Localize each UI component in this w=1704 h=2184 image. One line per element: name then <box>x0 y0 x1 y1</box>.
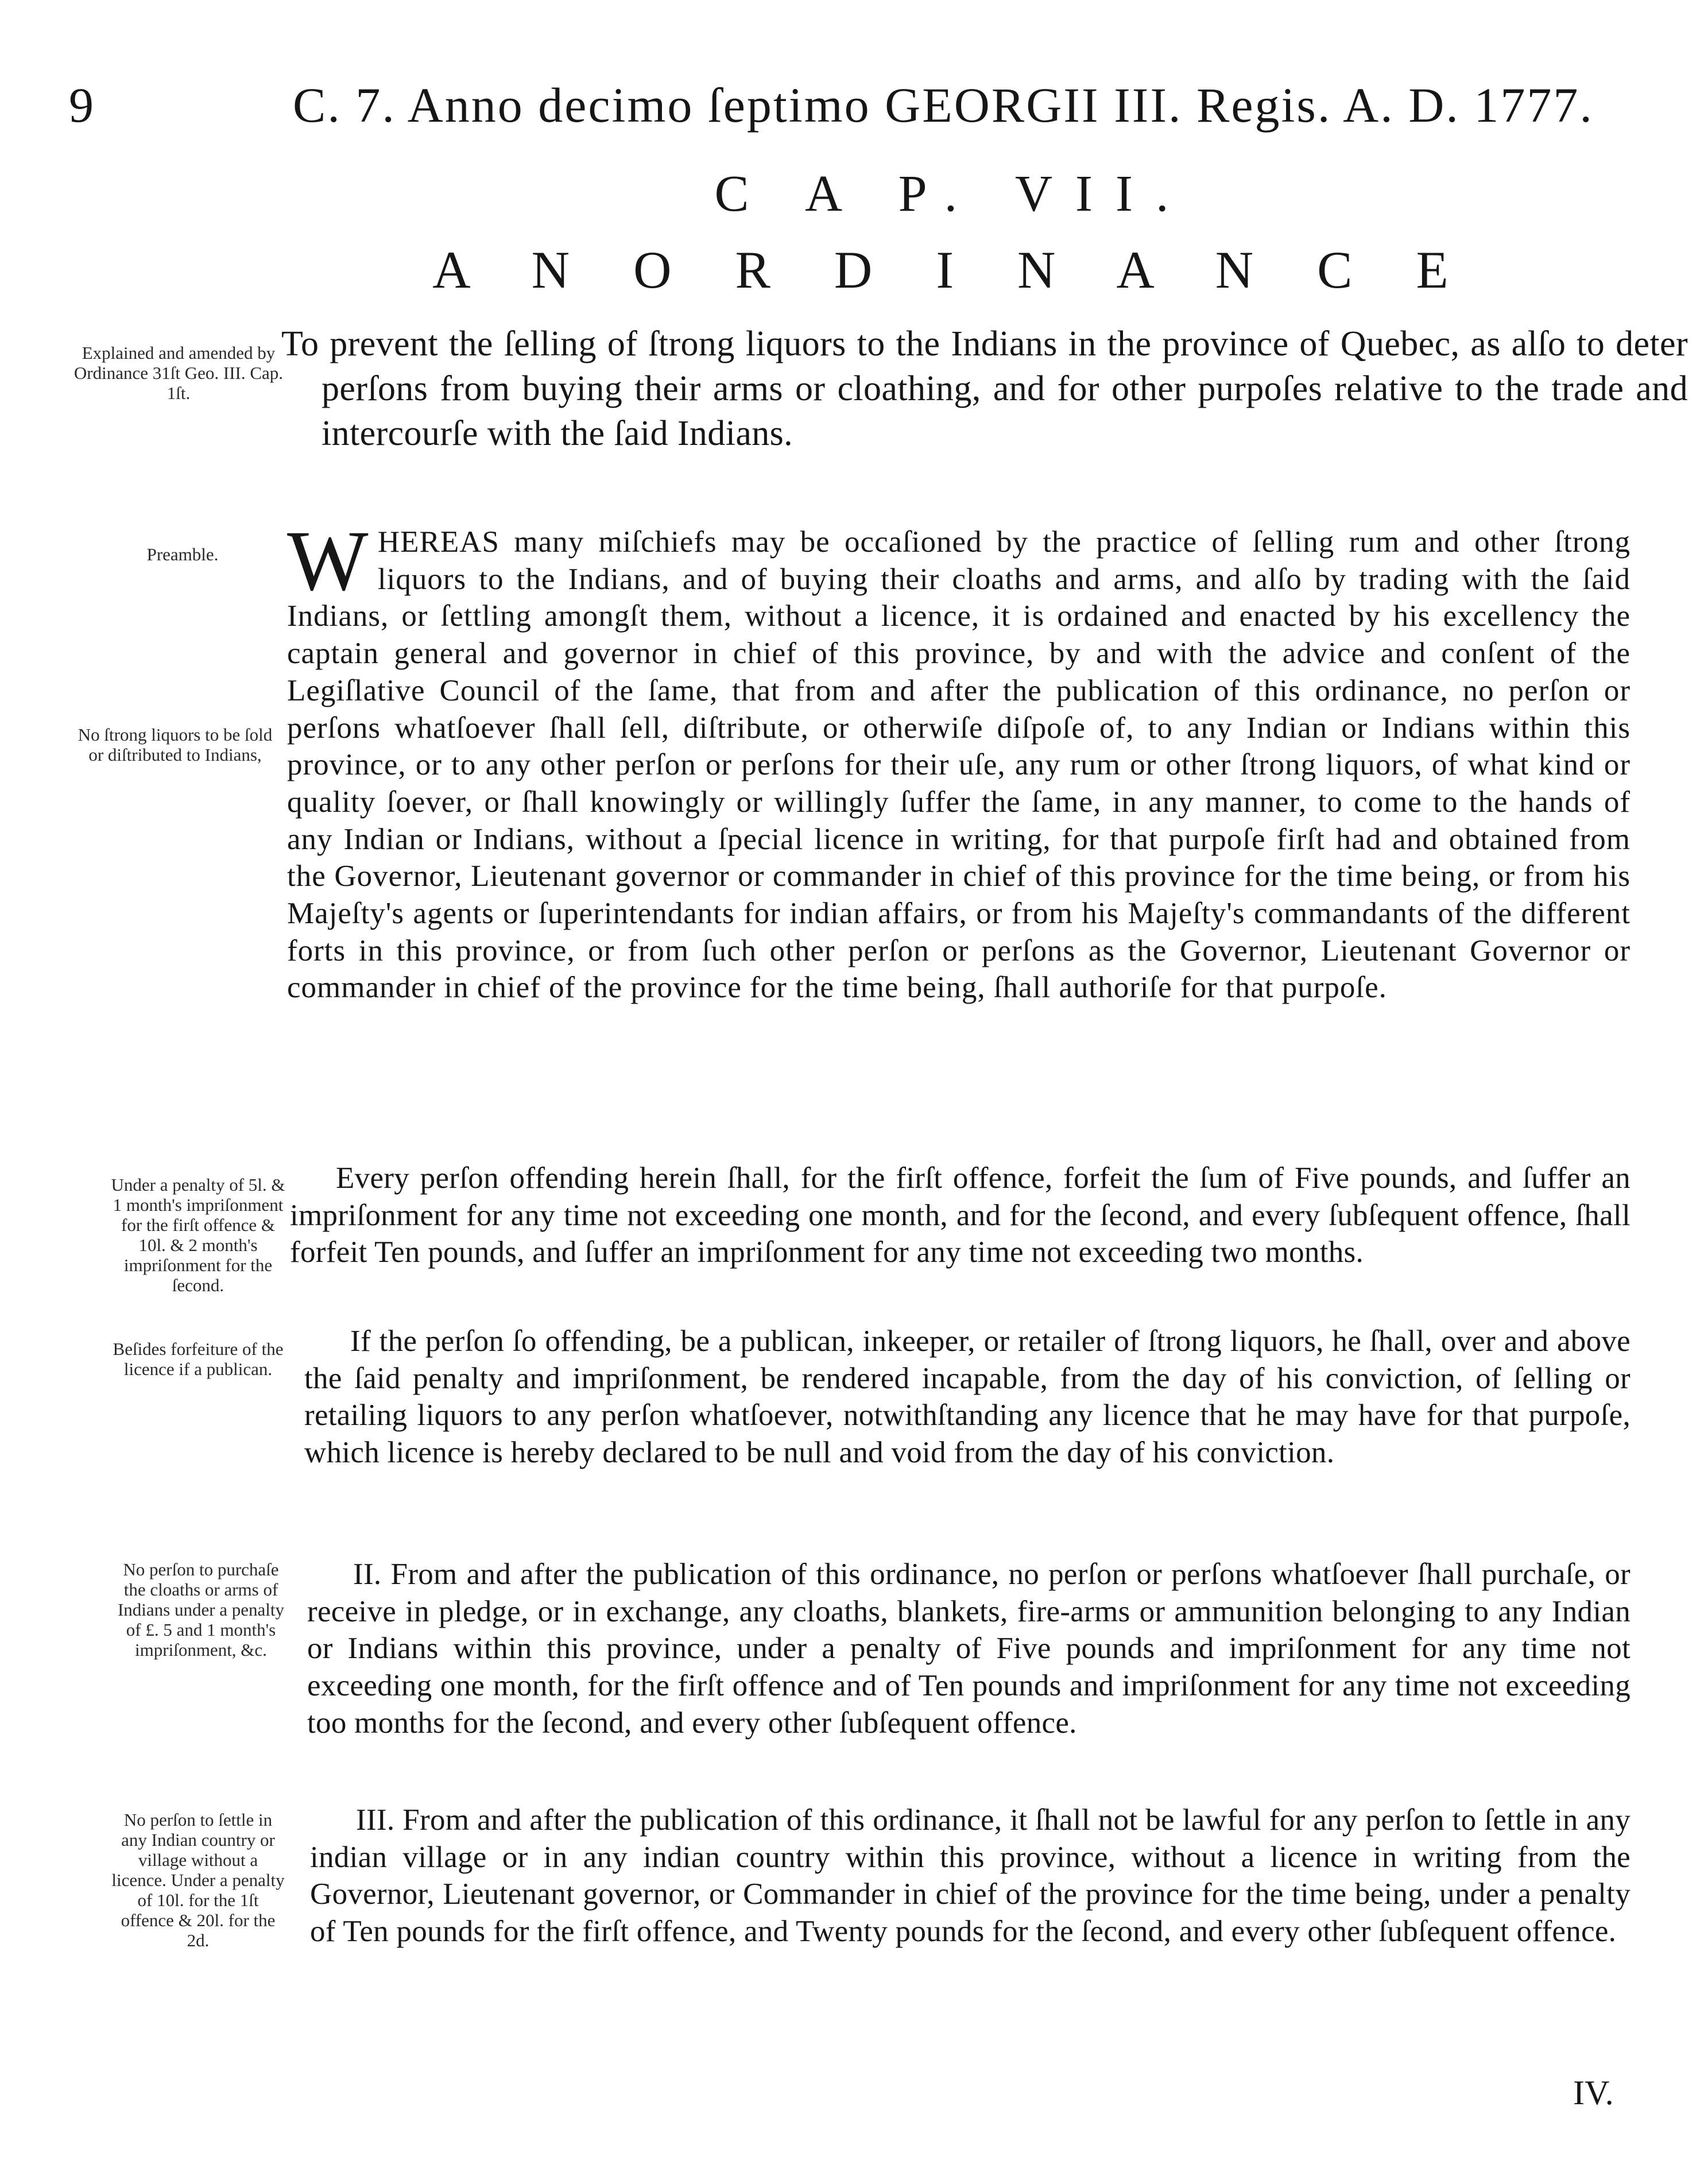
page-number: 9 <box>69 78 94 133</box>
marginal-note-publican: Beſides forfeiture of the licence if a publican. <box>113 1339 284 1379</box>
ordinance-title: To prevent the ſelling of ſtrong liquors to the Indians in the province of Quebec, as alſo to deter perſons from buying their arms or cloathing, and for other purpoſes relative to the trade and intercourſe with the ſaid Indians. <box>281 324 1688 453</box>
marginal-note-penalty: Under a penalty of 5l. & 1 month's impriſonment for the firſt offence & 10l. & 2 month's impriſonment for the ſecond. <box>111 1175 285 1295</box>
preamble-paragraph <box>287 513 1631 1006</box>
drop-cap: W <box>287 513 369 609</box>
page-header <box>69 73 1631 137</box>
catchword: IV. <box>1573 2074 1614 2112</box>
marginal-note-preamble: Preamble. <box>146 544 219 564</box>
publican-paragraph: If the perſon ſo offending, be a publican, inkeeper, or retailer of ſtrong liquors, he ſhall, over and above the ſaid penalty and impriſonment, be rendered incapable, from the day of his conviction, of ſelling or retailing liquors to any perſon whatſoever, notwithſtanding any licence that he may have for that purpoſe, which licence is hereby declared to be null and void from the day of his conviction. <box>304 1325 1631 1470</box>
section-iii-paragraph: III. From and after the publication of this ordinance, it ſhall not be lawful for any perſon to ſettle in any indian village or in any indian country within this province, without a licence in writing from the Governor, Lieutenant governor, or Commander in chief of the province for the time being, under a penalty of Ten pounds for the firſt offence, and Twenty pounds for the ſecond, and every other ſubſequent offence. <box>310 1803 1631 1949</box>
section-ii-paragraph: II. From and after the publication of this ordinance, no perſon or perſons whatſoever ſhall purchaſe, or receive in pledge, or in exchange, any cloaths, blankets, fire-arms or ammunition belonging to any Indian or Indians within this province, under a penalty of Five pounds and impriſonment for any time not exceeding one month, for the firſt offence and of Ten pounds and impriſonment for any time not exceeding too months for the ſecond, and every other ſubſequent offence. <box>307 1558 1631 1740</box>
penalty-paragraph: Every perſon offending herein ſhall, for the firſt offence, forfeit the ſum of Five pounds, and ſuffer an impriſonment for any time not exceeding one month, and for the ſecond, and every ſubſequent offence, ſhall forfeit Ten pounds, and ſuffer an impriſonment for any time not exceeding two months. <box>290 1161 1631 1269</box>
marginal-note-purchase: No perſon to purchaſe the cloaths or arms of Indians under a penalty of £. 5 and 1 month's impriſonment, &c. <box>117 1559 285 1660</box>
marginal-note-explained: Explained and amended by Ordinance 31ſt Geo. III. Cap. 1ſt. <box>73 343 284 403</box>
marginal-note-settle: No perſon to ſettle in any Indian country or village without a licence. Under a penalty of 10l. for the 1ſt offence & 20l. for the 2d. <box>111 1810 285 1950</box>
preamble-text: HEREAS many miſchiefs may be occaſioned by the practice of ſelling rum and other ſtrong liquors to the Indians, and of buying their cloaths and arms, and alſo by trading with the ſaid Indians, or ſettling amongſt them, without a licence, it is ordained and enacted by his excellency the captain general and governor in chief of this province, by and with the advice and conſent of the Legiſlative Council of the ſame, that from and after the publication of this ordinance, no perſon or perſons whatſoever ſhall ſell, diſtribute, or otherwiſe diſpoſe of, to any Indian or Indians within this province, or to any other perſon or perſons for their uſe, any rum or other ſtrong liquors, of what kind or quality ſoever, or ſhall knowingly or willingly ſuffer the ſame, in any manner, to come to the hands of any Indian or Indians, without a ſpecial licence in writing, for that purpoſe firſt had and obtained from the Governor, Lieutenant governor or commander in chief of this province for the time being, or from his Majeſty's agents or ſuperintendants for indian affairs, or from his Majeſty's commandants of the different forts in this province, or from ſuch other perſon or perſons as the Governor, Lieutenant Governor or commander in chief of the province for the time being, ſhall authoriſe for that purpoſe. <box>287 525 1631 1005</box>
marginal-note-no-liquors: No ſtrong liquors to be ſold or diſtributed to Indians, <box>78 725 273 765</box>
ordinance-heading: A N O R D I N A N C E <box>432 241 1474 299</box>
running-head: C. 7. Anno decimo ſeptimo GEORGII III. Regis. A. D. 1777. <box>293 78 1594 133</box>
chapter-heading: C A P. VII. <box>714 165 1192 222</box>
